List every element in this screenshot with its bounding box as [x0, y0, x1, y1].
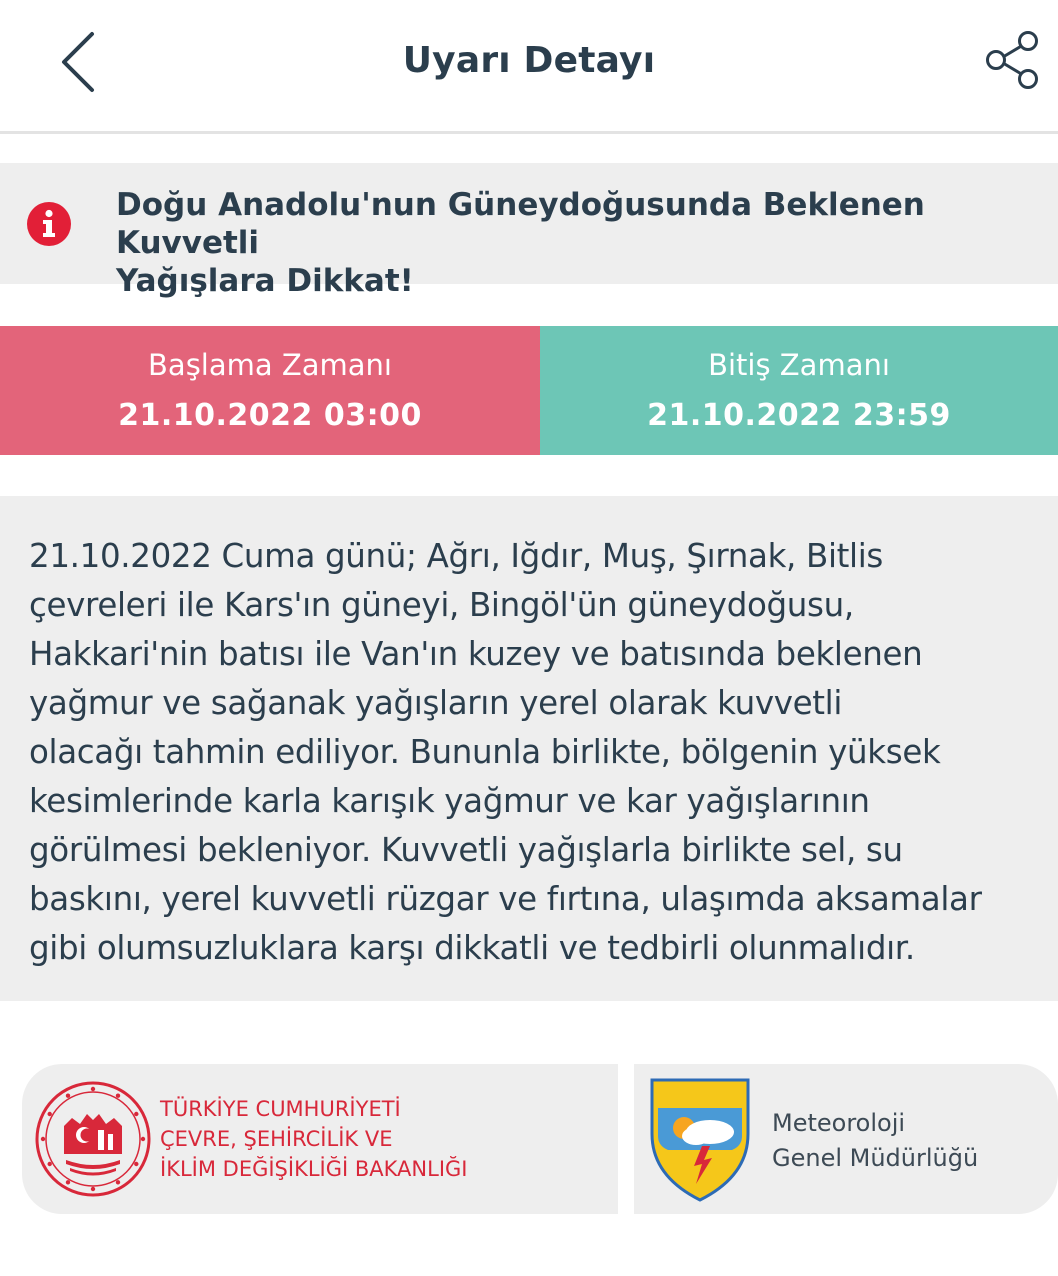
description-line: görülmesi bekleniyor. Kuvvetli yağışlarla birlikte sel, su	[29, 831, 903, 869]
alert-title-line: Yağışlara Dikkat!	[116, 263, 414, 299]
description-line: olacağı tahmin ediliyor. Bununla birlikte, bölgenin yüksek	[29, 733, 941, 771]
share-button[interactable]	[982, 30, 1044, 90]
time-range	[0, 326, 1058, 455]
end-time-value: 21.10.2022 23:59	[647, 398, 951, 433]
app-header	[0, 0, 1058, 134]
share-icon	[982, 30, 1044, 90]
ministry-name-line: İKLİM DEĞİŞİKLİĞİ BAKANLIĞI	[160, 1157, 468, 1181]
alert-title	[116, 186, 1046, 300]
description-line: baskını, yerel kuvvetli rüzgar ve fırtına, ulaşımda aksamalar	[29, 880, 982, 918]
meteoroloji-shield-icon	[648, 1076, 752, 1204]
end-time-panel	[540, 326, 1058, 455]
description-line: Hakkari'nin batısı ile Van'ın kuzey ve batısında beklenen	[29, 635, 923, 673]
description-box	[0, 496, 1058, 1001]
ministry-card[interactable]	[22, 1064, 618, 1214]
ministry-name-line: ÇEVRE, ŞEHİRCİLİK VE	[160, 1127, 393, 1151]
start-time-label: Başlama Zamanı	[148, 348, 392, 382]
start-time-panel	[0, 326, 540, 455]
info-icon	[26, 201, 72, 247]
mgm-name	[772, 1106, 978, 1176]
end-time-label: Bitiş Zamanı	[708, 348, 890, 382]
description-line: kesimlerinde karla karışık yağmur ve kar yağışlarının	[29, 782, 870, 820]
ministry-name	[160, 1094, 468, 1184]
ministry-name-line: TÜRKİYE CUMHURİYETİ	[160, 1097, 401, 1121]
description-text	[29, 532, 1044, 973]
mgm-name-line: Genel Müdürlüğü	[772, 1144, 979, 1172]
alert-title-line: Doğu Anadolu'nun Güneydoğusunda Beklenen Kuvvetli	[116, 187, 925, 261]
description-line: yağmur ve sağanak yağışların yerel olarak kuvvetli	[29, 684, 843, 722]
description-line: gibi olumsuzluklara karşı dikkatli ve tedbirli olunmalıdır.	[29, 929, 915, 967]
start-time-value: 21.10.2022 03:00	[118, 398, 422, 433]
page-title: Uyarı Detayı	[402, 40, 656, 81]
description-line: 21.10.2022 Cuma günü; Ağrı, Iğdır, Muş, Şırnak, Bitlis	[29, 537, 883, 575]
alert-title-box	[0, 163, 1058, 299]
ministry-seal-icon	[34, 1080, 152, 1198]
mgm-name-line: Meteoroloji	[772, 1109, 906, 1137]
mgm-card[interactable]	[634, 1064, 1058, 1214]
description-line: çevreleri ile Kars'ın güneyi, Bingöl'ün güneydoğusu,	[29, 586, 854, 624]
